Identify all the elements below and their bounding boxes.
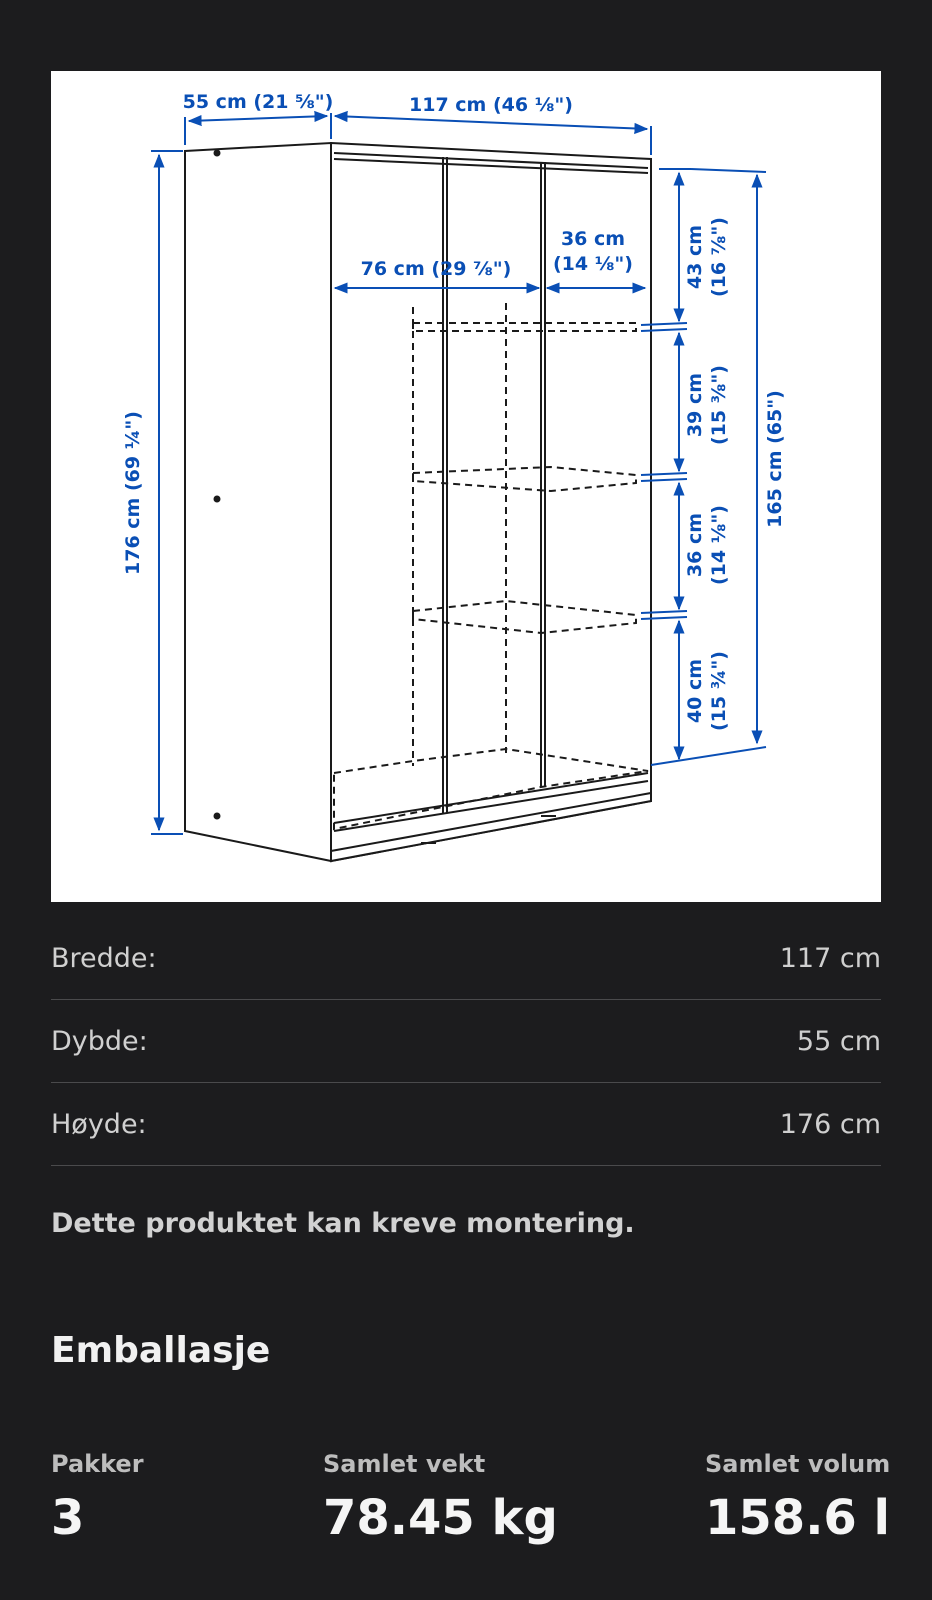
spec-value: 176 cm (779, 1108, 881, 1140)
spec-value: 117 cm (779, 942, 881, 974)
gap1-label-1: 43 cm (684, 224, 706, 290)
package-count-stat (51, 1450, 144, 1546)
inner-height-label: 165 cm (65") (764, 390, 786, 528)
gap3-label-1: 36 cm (684, 512, 706, 578)
stat-value: 3 (51, 1490, 85, 1546)
gap2-label-1: 39 cm (684, 372, 706, 438)
stat-label: Samlet volum (705, 1450, 891, 1478)
assembly-note: Dette produktet kan kreve montering. (51, 1208, 635, 1239)
gap4-label-1: 40 cm (684, 658, 706, 724)
packaging-title: Emballasje (51, 1330, 271, 1371)
wardrobe-outline (185, 143, 651, 861)
spec-row-height (51, 1083, 881, 1166)
spec-value: 55 cm (796, 1025, 881, 1057)
shelf-depth-label-2: (14 ⅛") (553, 253, 633, 275)
spec-row-width (51, 917, 881, 1000)
gap1-label-2: (16 ⅞") (708, 217, 730, 297)
spec-label: Høyde: (51, 1108, 147, 1140)
total-weight-stat (323, 1450, 558, 1546)
product-dimension-diagram (51, 71, 881, 902)
dimension-spec-list (51, 917, 881, 1166)
total-volume-stat (705, 1450, 890, 1546)
stat-value: 158.6 l (705, 1490, 890, 1546)
spec-row-depth (51, 1000, 881, 1083)
wardrobe-drawing (51, 71, 881, 902)
spec-label: Bredde: (51, 942, 157, 974)
height-left-label: 176 cm (69 ¼") (122, 411, 144, 575)
gap3-label-2: (14 ⅛") (708, 505, 730, 585)
gap4-label-2: (15 ¾") (708, 651, 730, 731)
stat-label: Pakker (51, 1450, 144, 1478)
spec-label: Dybde: (51, 1025, 148, 1057)
gap2-label-2: (15 ⅜") (708, 365, 730, 445)
width-top-label: 117 cm (46 ⅛") (409, 94, 573, 116)
shelf-depth-label-1: 36 cm (560, 228, 626, 250)
depth-top-label: 55 cm (21 ⅝") (182, 91, 334, 113)
stat-value: 78.45 kg (323, 1490, 558, 1546)
inner-width-label: 76 cm (29 ⅞") (360, 258, 512, 280)
stat-label: Samlet vekt (323, 1450, 486, 1478)
